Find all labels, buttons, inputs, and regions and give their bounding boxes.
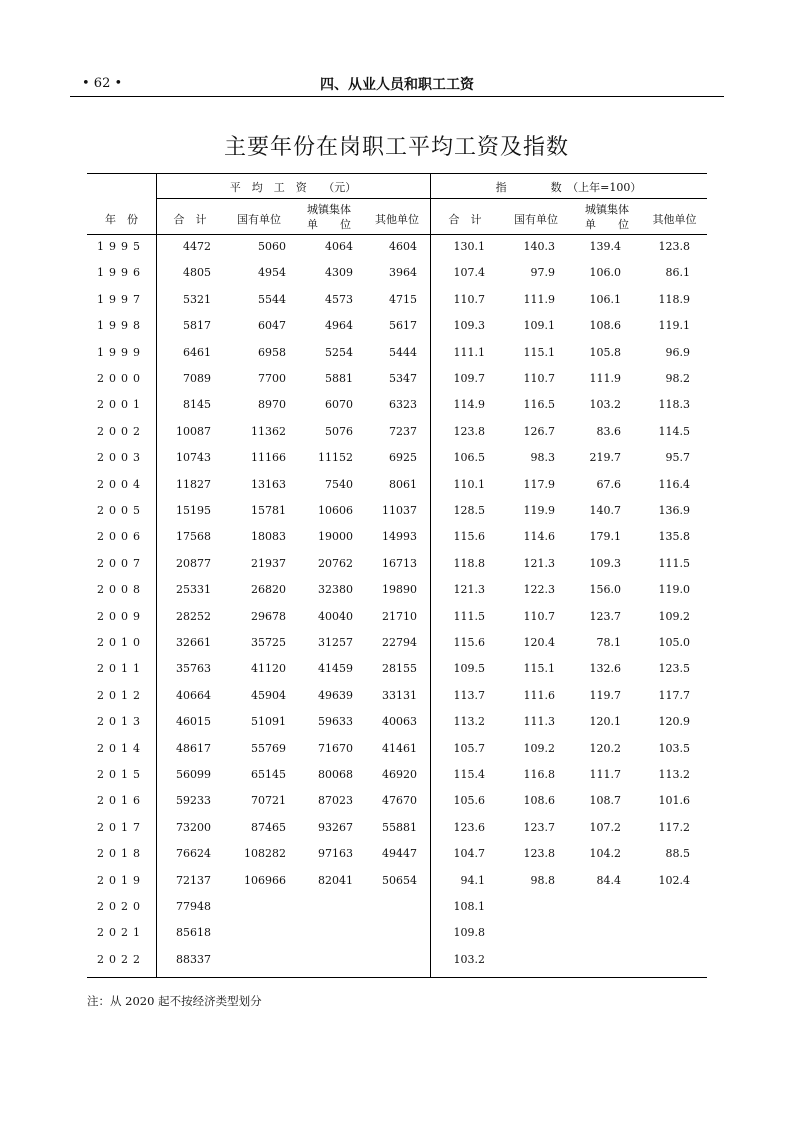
index-cell: 114.5 bbox=[658, 424, 690, 438]
wage-cell: 72137 bbox=[176, 873, 211, 887]
index-cell: 94.1 bbox=[460, 873, 485, 887]
year-cell: 1998 bbox=[97, 319, 145, 333]
year-cell: 1997 bbox=[97, 292, 145, 306]
index-cell: 111.6 bbox=[523, 688, 555, 702]
wage-cell: 6047 bbox=[258, 319, 286, 333]
index-cell: 84.4 bbox=[596, 873, 621, 887]
wage-cell: 26820 bbox=[251, 583, 286, 597]
wage-group-header: 平 均 工 资 （元） bbox=[229, 181, 357, 194]
header-rule bbox=[70, 96, 724, 97]
wage-cell: 13163 bbox=[251, 477, 286, 491]
index-cell bbox=[495, 953, 555, 967]
index-cell: 114.9 bbox=[453, 398, 485, 412]
wage-cell: 10606 bbox=[318, 504, 353, 517]
index-cell: 126.7 bbox=[523, 424, 555, 438]
index-cell: 108.7 bbox=[589, 794, 621, 808]
index-cell: 105.0 bbox=[658, 636, 690, 649]
wage-cell: 5060 bbox=[258, 240, 286, 253]
wage-cell: 21937 bbox=[251, 556, 286, 570]
wage-cell: 5347 bbox=[389, 372, 417, 385]
index-cell: 83.6 bbox=[596, 424, 621, 438]
page-header bbox=[70, 74, 724, 96]
wage-cell: 59233 bbox=[176, 794, 211, 808]
year-cell: 1996 bbox=[97, 266, 145, 280]
index-cell: 118.8 bbox=[453, 556, 485, 570]
page-number: • 62 • bbox=[82, 76, 123, 91]
wage-cell: 73200 bbox=[176, 820, 211, 834]
wage-cell: 55769 bbox=[251, 741, 286, 755]
wage-cell: 32661 bbox=[176, 636, 211, 649]
index-cell bbox=[561, 926, 621, 940]
index-cell: 103.2 bbox=[453, 952, 485, 966]
wage-cell: 21710 bbox=[382, 609, 417, 623]
year-cell: 2011 bbox=[97, 662, 145, 676]
index-cell: 106.1 bbox=[589, 292, 621, 306]
wage-cell: 4472 bbox=[183, 240, 211, 253]
header-bottom-rule bbox=[87, 234, 707, 235]
index-cell: 156.0 bbox=[589, 583, 621, 597]
index-cell: 132.6 bbox=[589, 662, 621, 676]
wage-cell: 51091 bbox=[251, 715, 286, 729]
wage-cell: 5817 bbox=[183, 319, 211, 333]
wage-cell: 4573 bbox=[325, 292, 353, 306]
wage-cell: 40040 bbox=[318, 609, 353, 623]
index-cell: 117.2 bbox=[658, 820, 690, 834]
index-cell: 106.5 bbox=[453, 451, 485, 465]
index-cell: 105.7 bbox=[453, 741, 485, 755]
wage-cell: 16713 bbox=[382, 556, 417, 570]
wage-cell: 35725 bbox=[251, 636, 286, 649]
index-cell: 121.3 bbox=[523, 556, 555, 570]
table-bottom-rule bbox=[87, 977, 707, 978]
index-cell: 111.5 bbox=[453, 609, 485, 623]
wage-cell: 77948 bbox=[176, 900, 211, 913]
wage-total-header: 合 计 bbox=[173, 213, 207, 226]
wage-cell: 11166 bbox=[251, 451, 286, 465]
wage-cell: 11827 bbox=[176, 477, 211, 491]
index-cell: 123.8 bbox=[453, 424, 485, 438]
index-cell: 115.4 bbox=[453, 768, 485, 781]
wage-cell: 49447 bbox=[382, 847, 417, 861]
wage-cell: 32380 bbox=[318, 583, 353, 597]
wage-cell: 47670 bbox=[382, 794, 417, 808]
year-cell: 2008 bbox=[97, 583, 145, 597]
wage-cell bbox=[357, 953, 417, 967]
wage-cell: 82041 bbox=[318, 873, 353, 887]
index-cell: 120.1 bbox=[589, 715, 621, 729]
wage-cell: 46015 bbox=[176, 715, 211, 729]
index-cell: 96.9 bbox=[665, 345, 690, 359]
index-cell: 130.1 bbox=[453, 240, 485, 253]
year-cell: 2013 bbox=[97, 715, 145, 729]
index-group-header: 指 数 （上年=100） bbox=[495, 181, 642, 194]
wage-cell: 7237 bbox=[389, 424, 417, 438]
index-cell: 109.1 bbox=[523, 319, 555, 333]
wage-cell: 87465 bbox=[251, 820, 286, 834]
year-cell: 2018 bbox=[97, 847, 145, 861]
index-cell: 109.2 bbox=[523, 741, 555, 755]
index-cell: 115.6 bbox=[453, 530, 485, 544]
index-cell: 123.7 bbox=[589, 609, 621, 623]
index-cell: 108.6 bbox=[523, 794, 555, 808]
wage-cell: 5444 bbox=[389, 345, 417, 359]
wage-collective-header: 城镇集体 单 位 bbox=[307, 203, 351, 231]
index-cell: 104.2 bbox=[589, 847, 621, 861]
index-cell bbox=[495, 926, 555, 940]
table-title: 主要年份在岗职工平均工资及指数 bbox=[223, 135, 569, 160]
section-title: 四、从业人员和职工工资 bbox=[320, 77, 474, 93]
wage-cell: 14993 bbox=[382, 530, 417, 544]
year-cell: 2019 bbox=[97, 873, 145, 887]
index-cell: 123.8 bbox=[523, 847, 555, 861]
year-cell: 1999 bbox=[97, 345, 145, 359]
index-cell bbox=[561, 953, 621, 967]
wage-cell: 4954 bbox=[258, 266, 286, 280]
wage-cell: 31257 bbox=[318, 636, 353, 649]
wage-cell bbox=[357, 900, 417, 914]
wage-cell: 45904 bbox=[251, 688, 286, 702]
index-cell: 116.5 bbox=[523, 398, 555, 412]
wage-cell: 4309 bbox=[325, 266, 353, 280]
index-cell: 123.7 bbox=[523, 820, 555, 834]
wage-cell: 5544 bbox=[258, 292, 286, 306]
index-cell: 111.9 bbox=[523, 292, 555, 306]
wage-other-header: 其他单位 bbox=[375, 213, 419, 226]
wage-cell: 5321 bbox=[183, 292, 211, 306]
header-mid-rule bbox=[156, 198, 707, 199]
wage-cell: 28155 bbox=[382, 662, 417, 676]
wage-cell: 65145 bbox=[251, 768, 286, 781]
index-cell: 108.6 bbox=[589, 319, 621, 333]
index-cell: 120.4 bbox=[523, 636, 555, 649]
wage-cell: 4064 bbox=[325, 240, 353, 253]
wage-cell: 5254 bbox=[325, 345, 353, 359]
index-cell bbox=[561, 900, 621, 914]
wage-cell: 25331 bbox=[176, 583, 211, 597]
year-cell: 2004 bbox=[97, 477, 145, 491]
wage-cell: 6925 bbox=[389, 451, 417, 465]
year-cell: 2007 bbox=[97, 556, 145, 570]
wage-cell: 46920 bbox=[382, 768, 417, 781]
index-cell: 106.0 bbox=[589, 266, 621, 280]
wage-cell: 8145 bbox=[183, 398, 211, 412]
index-cell: 103.2 bbox=[589, 398, 621, 412]
wage-cell: 4964 bbox=[325, 319, 353, 333]
index-cell: 86.1 bbox=[665, 266, 690, 280]
index-cell: 110.7 bbox=[453, 292, 485, 306]
table-top-rule bbox=[87, 173, 707, 174]
index-cell: 114.6 bbox=[523, 530, 555, 544]
wage-cell: 6958 bbox=[258, 345, 286, 359]
wage-cell: 6461 bbox=[183, 345, 211, 359]
wage-cell: 59633 bbox=[318, 715, 353, 729]
index-cell: 120.2 bbox=[589, 741, 621, 755]
wage-cell: 7700 bbox=[258, 372, 286, 385]
wage-cell: 6323 bbox=[389, 398, 417, 412]
index-cell: 98.2 bbox=[665, 372, 690, 385]
wage-cell bbox=[293, 900, 353, 914]
year-cell: 2021 bbox=[97, 926, 145, 940]
index-cell: 109.7 bbox=[453, 372, 485, 385]
year-cell: 2020 bbox=[97, 900, 145, 913]
wage-cell: 17568 bbox=[176, 530, 211, 544]
wage-cell: 85618 bbox=[176, 926, 211, 940]
year-cell: 2001 bbox=[97, 398, 145, 412]
wage-cell: 106966 bbox=[244, 873, 286, 887]
wage-cell: 76624 bbox=[176, 847, 211, 861]
wage-cell: 11152 bbox=[318, 451, 353, 465]
wage-cell: 50654 bbox=[382, 873, 417, 887]
wage-cell: 5881 bbox=[325, 372, 353, 385]
wage-cell bbox=[226, 900, 286, 914]
index-cell bbox=[630, 926, 690, 940]
index-cell: 110.1 bbox=[453, 477, 485, 491]
index-cell: 109.3 bbox=[453, 319, 485, 333]
index-cell: 110.7 bbox=[523, 372, 555, 385]
year-cell: 2002 bbox=[97, 424, 145, 438]
index-cell: 123.8 bbox=[658, 240, 690, 253]
year-cell: 2003 bbox=[97, 451, 145, 465]
index-cell: 97.9 bbox=[530, 266, 555, 280]
wage-cell: 41461 bbox=[382, 741, 417, 755]
index-cell: 119.9 bbox=[523, 504, 555, 517]
wage-cell: 18083 bbox=[251, 530, 286, 544]
index-cell: 111.9 bbox=[589, 372, 621, 385]
wage-cell: 41459 bbox=[318, 662, 353, 676]
wage-cell: 40664 bbox=[176, 688, 211, 702]
index-cell: 111.1 bbox=[453, 345, 485, 359]
index-cell: 102.4 bbox=[658, 873, 690, 887]
index-cell: 219.7 bbox=[589, 451, 621, 465]
wage-cell: 4805 bbox=[183, 266, 211, 280]
index-cell bbox=[630, 900, 690, 914]
wage-cell: 87023 bbox=[318, 794, 353, 808]
index-cell: 109.5 bbox=[453, 662, 485, 676]
wage-cell: 80068 bbox=[318, 768, 353, 781]
index-cell: 119.1 bbox=[658, 319, 690, 333]
wage-cell: 7540 bbox=[325, 477, 353, 491]
year-cell: 2014 bbox=[97, 741, 145, 755]
year-column-header: 年 份 bbox=[105, 213, 138, 226]
index-cell: 136.9 bbox=[658, 504, 690, 517]
wage-cell: 40063 bbox=[382, 715, 417, 729]
wage-state-header: 国有单位 bbox=[237, 213, 281, 226]
index-cell: 139.4 bbox=[589, 240, 621, 253]
wage-cell: 5076 bbox=[325, 424, 353, 438]
wage-cell: 93267 bbox=[318, 820, 353, 834]
index-state-header: 国有单位 bbox=[514, 213, 558, 226]
wage-cell: 11037 bbox=[382, 504, 417, 517]
index-cell: 104.7 bbox=[453, 847, 485, 861]
index-cell: 98.8 bbox=[530, 873, 555, 887]
index-cell: 128.5 bbox=[453, 504, 485, 517]
index-cell: 122.3 bbox=[523, 583, 555, 597]
year-cell: 2006 bbox=[97, 530, 145, 544]
wage-cell: 8061 bbox=[389, 477, 417, 491]
wage-cell: 4604 bbox=[389, 240, 417, 253]
index-cell: 109.2 bbox=[658, 609, 690, 623]
index-cell bbox=[630, 953, 690, 967]
year-cell: 2005 bbox=[97, 504, 145, 517]
index-cell: 78.1 bbox=[596, 636, 621, 649]
year-cell: 2012 bbox=[97, 688, 145, 702]
wage-cell: 3964 bbox=[389, 266, 417, 280]
index-cell: 109.8 bbox=[453, 926, 485, 940]
index-cell: 88.5 bbox=[665, 847, 690, 861]
wage-cell: 20762 bbox=[318, 556, 353, 570]
wage-cell bbox=[226, 926, 286, 940]
wage-cell: 6070 bbox=[325, 398, 353, 412]
index-cell: 107.4 bbox=[453, 266, 485, 280]
index-cell: 135.8 bbox=[658, 530, 690, 544]
index-cell: 67.6 bbox=[596, 477, 621, 491]
index-cell: 123.5 bbox=[658, 662, 690, 676]
index-cell: 103.5 bbox=[658, 741, 690, 755]
wage-cell bbox=[357, 926, 417, 940]
index-cell: 110.7 bbox=[523, 609, 555, 623]
wage-cell: 97163 bbox=[318, 847, 353, 861]
wage-cell: 19890 bbox=[382, 583, 417, 597]
wage-cell: 48617 bbox=[176, 741, 211, 755]
year-cell: 2010 bbox=[97, 636, 145, 649]
wage-cell: 20877 bbox=[176, 556, 211, 570]
index-cell: 108.1 bbox=[453, 900, 485, 913]
index-cell: 120.9 bbox=[658, 715, 690, 729]
index-other-header: 其他单位 bbox=[652, 213, 697, 226]
wage-cell: 4715 bbox=[389, 292, 417, 306]
wage-cell: 88337 bbox=[176, 952, 211, 966]
wage-cell bbox=[226, 953, 286, 967]
wage-cell: 41120 bbox=[251, 662, 286, 676]
year-cell: 1995 bbox=[97, 240, 145, 253]
index-cell: 115.1 bbox=[523, 662, 555, 676]
index-cell: 118.9 bbox=[658, 292, 690, 306]
index-cell: 117.7 bbox=[658, 688, 690, 702]
index-cell: 116.8 bbox=[523, 768, 555, 781]
wage-cell: 29678 bbox=[251, 609, 286, 623]
index-cell: 111.7 bbox=[589, 768, 621, 781]
index-cell: 115.6 bbox=[453, 636, 485, 649]
index-cell: 98.3 bbox=[530, 451, 555, 465]
wage-cell: 33131 bbox=[382, 688, 417, 702]
index-cell: 115.1 bbox=[523, 345, 555, 359]
index-cell: 109.3 bbox=[589, 556, 621, 570]
index-total-header: 合 计 bbox=[448, 213, 482, 226]
index-cell: 111.3 bbox=[523, 715, 555, 729]
index-cell: 123.6 bbox=[453, 820, 485, 834]
index-cell: 111.5 bbox=[658, 556, 690, 570]
year-cell: 2022 bbox=[97, 952, 145, 966]
index-cell: 95.7 bbox=[665, 451, 690, 465]
index-cell: 119.7 bbox=[589, 688, 621, 702]
index-cell bbox=[495, 900, 555, 914]
footnote: 注：从 2020 起不按经济类型划分 bbox=[87, 994, 262, 1008]
wage-cell: 5617 bbox=[389, 319, 417, 333]
index-cell: 179.1 bbox=[589, 530, 621, 544]
index-cell: 121.3 bbox=[453, 583, 485, 597]
index-cell: 140.3 bbox=[523, 240, 555, 253]
wage-cell: 11362 bbox=[251, 424, 286, 438]
index-cell: 113.7 bbox=[453, 688, 485, 702]
wage-cell: 19000 bbox=[318, 530, 353, 544]
index-cell: 113.2 bbox=[658, 768, 690, 781]
wage-cell: 7089 bbox=[183, 372, 211, 385]
wage-cell: 55881 bbox=[382, 820, 417, 834]
index-cell: 105.8 bbox=[589, 345, 621, 359]
wage-cell: 15195 bbox=[176, 504, 211, 517]
index-cell: 119.0 bbox=[658, 583, 690, 597]
wage-cell: 10743 bbox=[176, 451, 211, 465]
wage-cell: 15781 bbox=[251, 504, 286, 517]
wage-cell: 22794 bbox=[382, 636, 417, 649]
wage-cell: 28252 bbox=[176, 609, 211, 623]
wage-cell: 71670 bbox=[318, 741, 353, 755]
index-cell: 118.3 bbox=[658, 398, 690, 412]
year-cell: 2009 bbox=[97, 609, 145, 623]
wage-cell: 108282 bbox=[244, 847, 286, 861]
index-cell: 140.7 bbox=[589, 504, 621, 517]
index-cell: 107.2 bbox=[589, 820, 621, 834]
index-cell: 113.2 bbox=[453, 715, 485, 729]
index-cell: 116.4 bbox=[658, 477, 690, 491]
wage-cell: 8970 bbox=[258, 398, 286, 412]
index-cell: 105.6 bbox=[453, 794, 485, 808]
wage-cell bbox=[293, 953, 353, 967]
year-cell: 2017 bbox=[97, 820, 145, 834]
wage-cell: 70721 bbox=[251, 794, 286, 808]
index-collective-header: 城镇集体 单 位 bbox=[585, 203, 629, 231]
wage-cell: 49639 bbox=[318, 688, 353, 702]
index-cell: 117.9 bbox=[523, 477, 555, 491]
wage-cell: 56099 bbox=[176, 768, 211, 781]
year-cell: 2000 bbox=[97, 372, 145, 385]
year-cell: 2016 bbox=[97, 794, 145, 808]
wage-cell: 10087 bbox=[176, 424, 211, 438]
wage-cell: 35763 bbox=[176, 662, 211, 676]
wage-cell bbox=[293, 926, 353, 940]
index-cell: 101.6 bbox=[658, 794, 690, 808]
year-cell: 2015 bbox=[97, 768, 145, 781]
